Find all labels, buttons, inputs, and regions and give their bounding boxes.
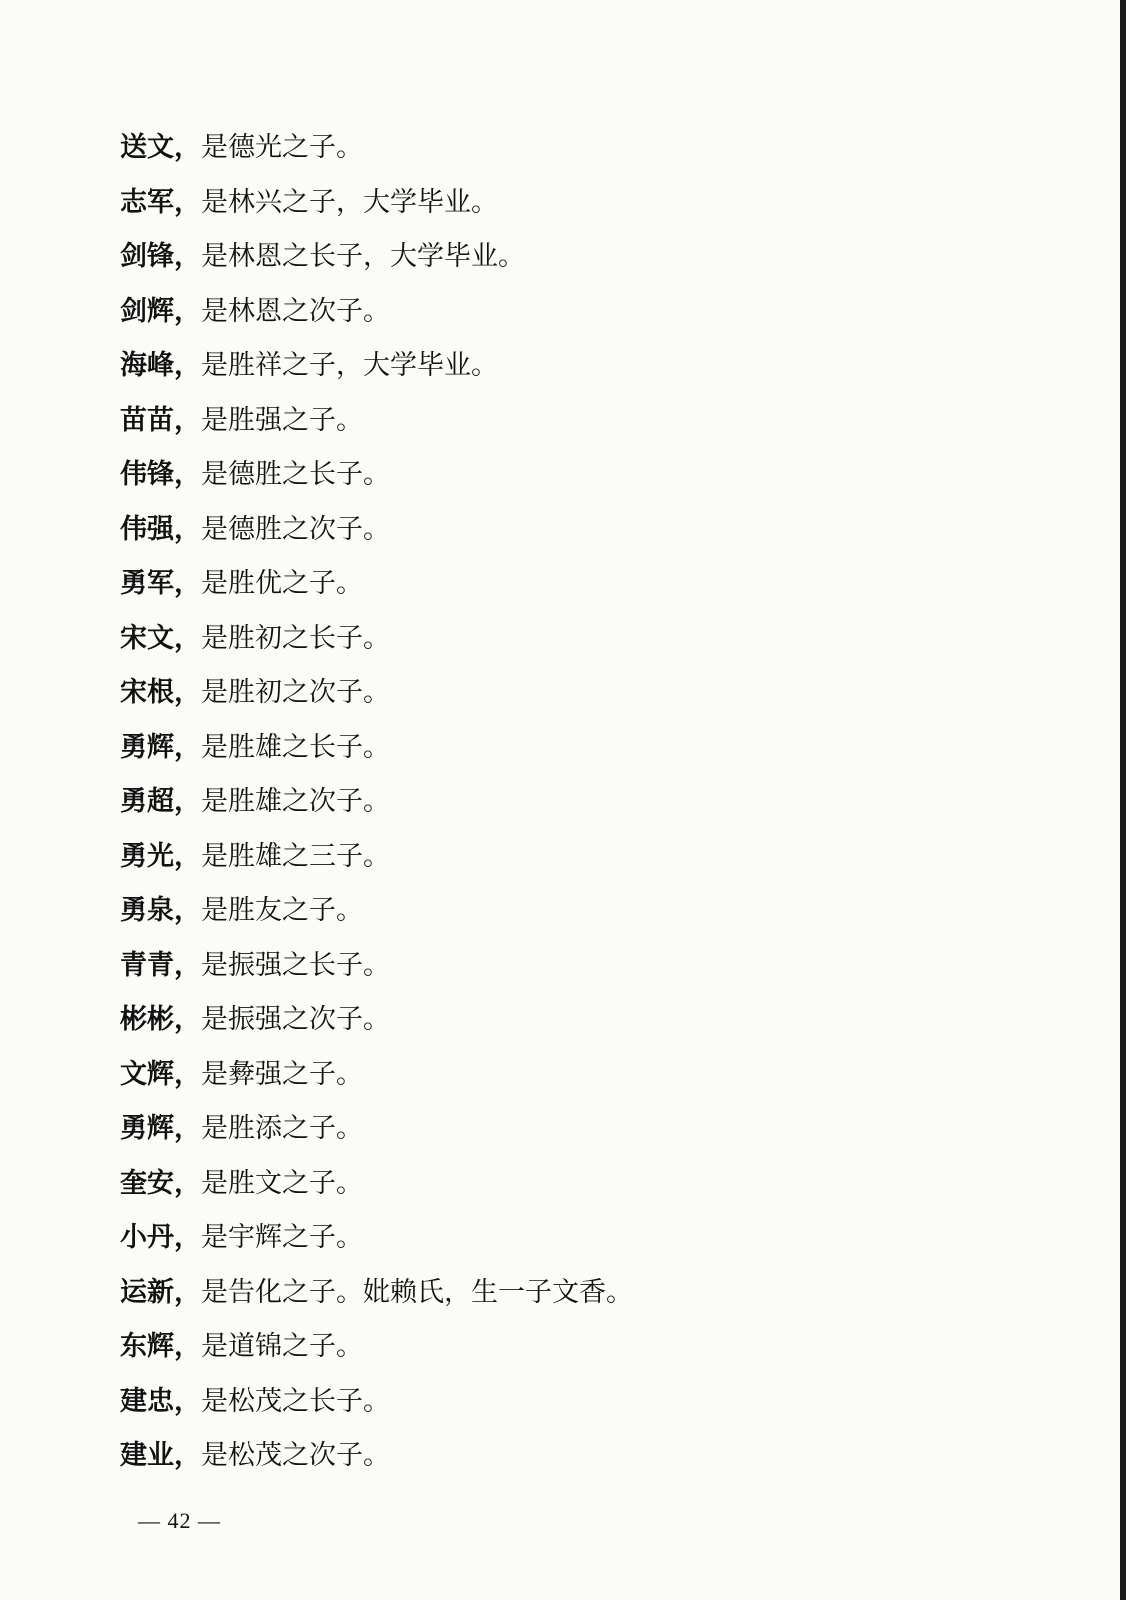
entry-name: 奎安， bbox=[120, 1167, 201, 1199]
entry-name: 伟强， bbox=[120, 513, 201, 545]
entry-description: 是告化之子。妣赖氏，生一子文香。 bbox=[201, 1276, 633, 1308]
entry-description: 是林兴之子，大学毕业。 bbox=[201, 186, 498, 218]
scan-edge-border bbox=[1120, 0, 1126, 1600]
entry-name: 勇军， bbox=[120, 568, 201, 599]
entry-name: 剑锋， bbox=[120, 241, 201, 272]
genealogy-entry bbox=[120, 1327, 633, 1382]
entry-description: 是胜文之子。 bbox=[201, 1167, 363, 1199]
genealogy-entry bbox=[120, 183, 633, 238]
genealogy-entry bbox=[120, 1218, 633, 1273]
genealogy-entry bbox=[120, 891, 633, 946]
entry-description: 是胜友之子。 bbox=[201, 895, 363, 926]
entry-description: 是松茂之次子。 bbox=[201, 1440, 390, 1471]
entry-name: 宋文， bbox=[120, 622, 201, 654]
entry-name: 剑辉， bbox=[120, 295, 201, 327]
entry-description: 是道锦之子。 bbox=[201, 1331, 363, 1362]
genealogy-entry bbox=[120, 619, 633, 674]
entry-name: 运新， bbox=[120, 1276, 201, 1308]
entry-description: 是林恩之次子。 bbox=[201, 295, 390, 327]
entry-description: 是德胜之次子。 bbox=[201, 513, 390, 545]
genealogy-entry bbox=[120, 728, 633, 783]
genealogy-entry bbox=[120, 455, 633, 510]
entry-description: 是德光之子。 bbox=[201, 132, 363, 163]
entry-name: 宋根， bbox=[120, 677, 201, 708]
entry-name: 彬彬， bbox=[120, 1004, 201, 1035]
entry-name: 勇光， bbox=[120, 840, 201, 872]
genealogy-entry bbox=[120, 401, 633, 456]
entry-description: 是德胜之长子。 bbox=[201, 459, 390, 490]
entry-name: 东辉， bbox=[120, 1331, 201, 1362]
genealogy-entry bbox=[120, 1382, 633, 1437]
entry-name: 伟锋， bbox=[120, 459, 201, 490]
entry-name: 志军， bbox=[120, 186, 201, 218]
entry-description: 是宇辉之子。 bbox=[201, 1222, 363, 1253]
entry-name: 送文， bbox=[120, 132, 201, 163]
genealogy-entry bbox=[120, 1000, 633, 1055]
entry-description: 是松茂之长子。 bbox=[201, 1385, 390, 1417]
entry-description: 是胜雄之次子。 bbox=[201, 786, 390, 817]
genealogy-entry bbox=[120, 837, 633, 892]
entry-name: 建忠， bbox=[120, 1385, 201, 1417]
entry-description: 是振强之次子。 bbox=[201, 1004, 390, 1035]
genealogy-entry bbox=[120, 128, 633, 183]
page-number: — 42 — bbox=[138, 1508, 221, 1533]
genealogy-entry bbox=[120, 1436, 633, 1491]
entry-name: 勇辉， bbox=[120, 1113, 201, 1144]
entry-description: 是胜雄之三子。 bbox=[201, 840, 390, 872]
genealogy-entry bbox=[120, 1109, 633, 1164]
entry-name: 勇超， bbox=[120, 786, 201, 817]
entry-name: 勇辉， bbox=[120, 731, 201, 763]
genealogy-entry bbox=[120, 292, 633, 347]
entry-description: 是胜祥之子，大学毕业。 bbox=[201, 350, 498, 381]
entry-name: 建业， bbox=[120, 1440, 201, 1471]
entry-description: 是振强之长子。 bbox=[201, 949, 390, 981]
genealogy-entry bbox=[120, 510, 633, 565]
entry-name: 海峰， bbox=[120, 350, 201, 381]
entry-description: 是胜雄之长子。 bbox=[201, 731, 390, 763]
genealogy-entry bbox=[120, 782, 633, 837]
entry-name: 文辉， bbox=[120, 1058, 201, 1090]
genealogy-entry bbox=[120, 1164, 633, 1219]
entry-name: 青青， bbox=[120, 949, 201, 981]
entry-description: 是彜强之子。 bbox=[201, 1058, 363, 1090]
entry-description: 是胜优之子。 bbox=[201, 568, 363, 599]
entry-name: 小丹， bbox=[120, 1222, 201, 1253]
entry-description: 是胜初之长子。 bbox=[201, 622, 390, 654]
genealogy-entry bbox=[120, 1273, 633, 1328]
genealogy-entry bbox=[120, 237, 633, 292]
genealogy-entry bbox=[120, 1055, 633, 1110]
genealogy-entry bbox=[120, 673, 633, 728]
entry-description: 是胜强之子。 bbox=[201, 404, 363, 436]
entry-description: 是胜添之子。 bbox=[201, 1113, 363, 1144]
entry-name: 勇泉， bbox=[120, 895, 201, 926]
entry-description: 是胜初之次子。 bbox=[201, 677, 390, 708]
entry-description: 是林恩之长子，大学毕业。 bbox=[201, 241, 525, 272]
genealogy-entry bbox=[120, 346, 633, 401]
genealogy-entry bbox=[120, 946, 633, 1001]
genealogy-entry-list bbox=[120, 128, 633, 1491]
genealogy-entry bbox=[120, 564, 633, 619]
entry-name: 苗苗， bbox=[120, 404, 201, 436]
